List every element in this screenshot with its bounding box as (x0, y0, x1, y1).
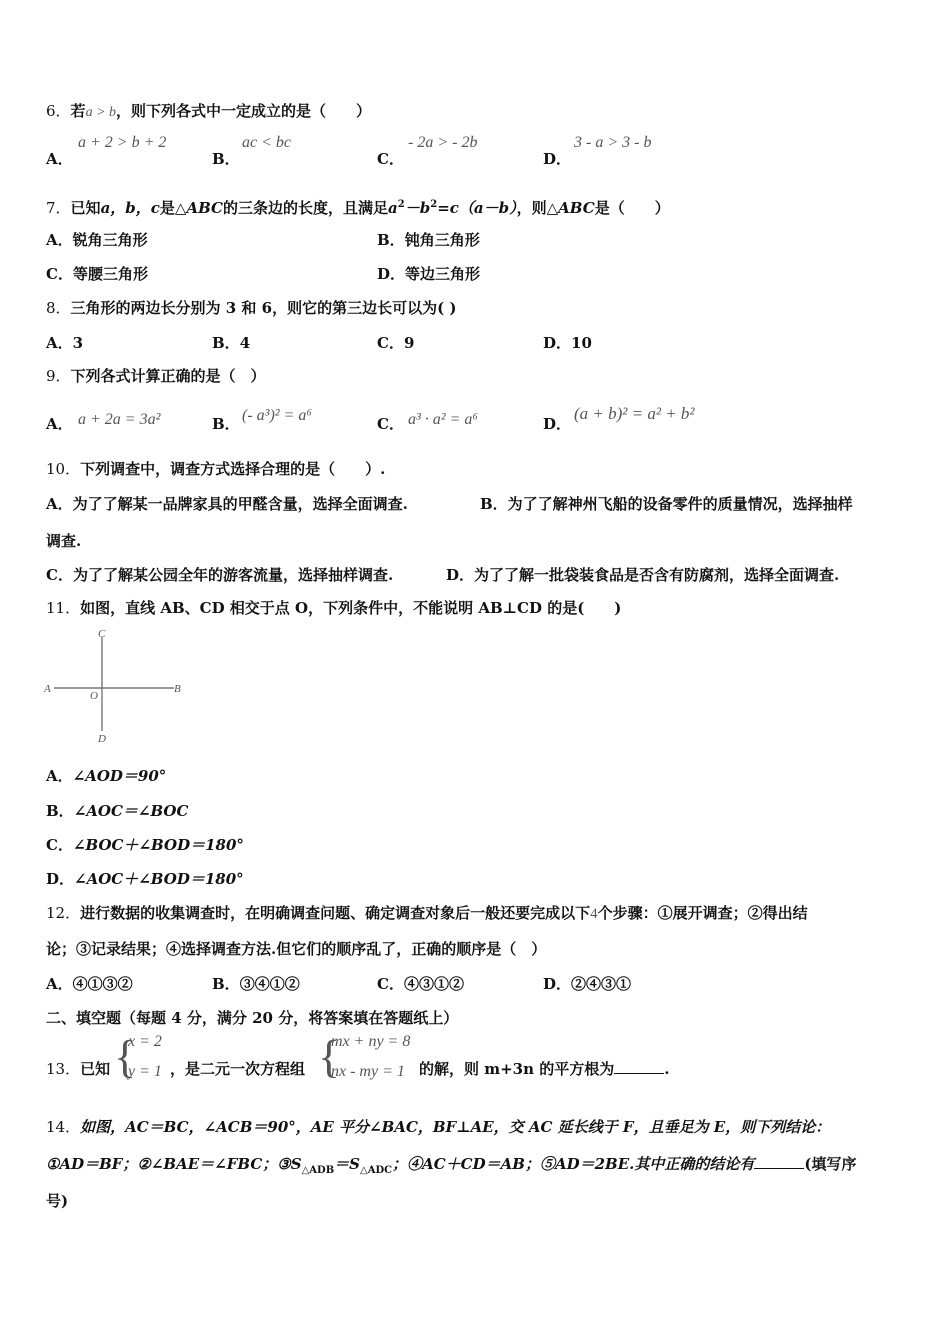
q10-stem: 10．下列调查中，调查方式选择合理的是（ ）. (46, 460, 386, 478)
q6-option-c-label: C． (377, 150, 404, 168)
q14-answer-blank[interactable] (754, 1154, 804, 1169)
q9-option-d-expr: (a + b)² = a² + b² (574, 404, 695, 423)
q13-stem-c: 的解，则 m+3n 的平方根为 . (419, 1060, 670, 1078)
q7-option-c: C．等腰三角形 (46, 265, 148, 283)
q6-option-a-expr: a + 2 > b + 2 (78, 134, 167, 151)
q12-stem-line2: 论；③记录结果；④选择调查方法.但它们的顺序乱了，正确的顺序是（ ） (46, 940, 547, 958)
label-a: A (44, 683, 51, 695)
q8-stem: 8．三角形的两边长分别为 3 和 6，则它的第三边长可以为( ) (46, 299, 457, 317)
q6-option-b-expr: ac < bc (242, 134, 291, 151)
q13-stem-a: 13．已知 (46, 1060, 111, 1078)
q7-option-d: D．等边三角形 (377, 265, 481, 283)
q12-stem-line1: 12．进行数据的收集调查时，在明确调查问题、确定调查对象后一般还要完成以下4个步骤：①展开调查；②得出结 (46, 904, 808, 922)
q9-option-b-expr: (- a³)² = a⁶ (242, 407, 312, 424)
q13-sys1-line1: x = 2 (128, 1033, 162, 1050)
label-c: C (98, 628, 106, 640)
q9-option-c-expr: a³ · a² = a⁶ (408, 411, 478, 428)
q14-stem-line3: 号) (46, 1192, 69, 1210)
q8-option-d: D．10 (543, 334, 592, 352)
q11-option-c: C．∠BOC＋∠BOD＝180° (46, 836, 244, 854)
q13-brace-1: { (114, 1031, 137, 1082)
q11-option-b: B．∠AOC＝∠BOC (46, 802, 189, 820)
q12-option-c: C．④③①② (377, 975, 464, 993)
q13-sys2-line2: nx - my = 1 (331, 1063, 405, 1080)
section-title: 二、填空题（每题 4 分，满分 20 分，将答案填在答题纸上） (46, 1009, 459, 1027)
q9-option-b-label: B． (212, 415, 240, 433)
q9-option-d-label: D． (543, 415, 572, 433)
q13-answer-blank[interactable] (614, 1059, 664, 1074)
q9-stem: 9．下列各式计算正确的是（ ） (46, 367, 266, 385)
q13-brace-2: { (318, 1031, 341, 1082)
q8-option-a: A．3 (46, 334, 84, 352)
label-b: B (174, 683, 181, 695)
q10-option-a: A．为了了解某一品牌家具的甲醛含量，选择全面调查. (46, 495, 408, 513)
q10-option-c: C．为了了解某公园全年的游客流量，选择抽样调查. (46, 566, 394, 584)
q11-figure (40, 625, 190, 747)
q9-option-c-label: C． (377, 415, 404, 433)
q6-option-a-label: A． (46, 150, 73, 168)
q7-option-a: A．锐角三角形 (46, 231, 148, 249)
q7-option-b: B．钝角三角形 (377, 231, 480, 249)
q9-option-a-expr: a + 2a = 3a² (78, 411, 161, 428)
q10-option-b-cont: 调查. (46, 532, 82, 550)
q6-stem: 6．若a > b，则下列各式中一定成立的是（ ） (46, 102, 372, 120)
q10-option-d: D．为了了解一批袋装食品是否含有防腐剂，选择全面调查. (446, 566, 840, 584)
q14-stem-line2: ①AD＝BF；②∠BAE＝∠FBC；$③S_{\triangle ADB}=S_{\triangle ADC}$；④AC＋CD＝AB；⑤AD＝2BE.其中正确的结论有 (填写序 (46, 1155, 857, 1176)
label-o: O (90, 690, 98, 702)
q11-option-a: A．∠AOD＝90° (46, 767, 167, 785)
q13-sys2-line1: mx + ny = 8 (331, 1033, 411, 1050)
q12-option-d: D．②④③① (543, 975, 632, 993)
q6-option-b-label: B． (212, 150, 240, 168)
q13-sys1-line2: y = 1 (128, 1063, 162, 1080)
q14-stem-line1: 14．如图，AC＝BC，∠ACB＝90°，AE 平分∠BAC，BF⊥AE，交 AC 延长线于 F，且垂足为 E，则下列结论： (46, 1118, 831, 1136)
q11-stem: 11．如图，直线 AB、CD 相交于点 O，下列条件中，不能说明 AB⊥CD 的是( ) (46, 599, 622, 617)
q12-option-b: B．③④①② (212, 975, 300, 993)
q6-option-d-expr: 3 - a > 3 - b (574, 134, 652, 151)
label-d: D (98, 733, 106, 745)
q11-option-d: D．∠AOC＋∠BOD＝180° (46, 870, 244, 888)
q6-option-c-expr: - 2a > - 2b (408, 134, 478, 151)
q6-option-d-label: D． (543, 150, 572, 168)
q7-stem: 7．已知a，b，c是△ABC的三条边的长度，且满足$a^2-b^2=c(a-b)$，则△ABC是（ ） (46, 199, 670, 217)
q9-option-a-label: A． (46, 415, 73, 433)
q8-option-b: B．4 (212, 334, 251, 352)
q12-option-a: A．④①③② (46, 975, 133, 993)
q13-stem-b: ，是二元一次方程组 (170, 1060, 306, 1078)
q8-option-c: C．9 (377, 334, 415, 352)
q10-option-b: B．为了了解神州飞船的设备零件的质量情况，选择抽样 (480, 495, 853, 513)
